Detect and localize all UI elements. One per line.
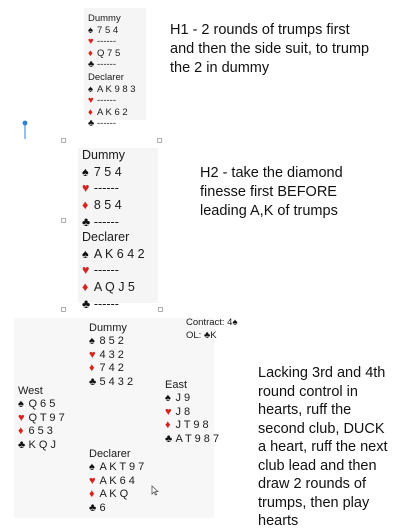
spades-holding: A K 6 4 2	[93, 246, 145, 261]
hearts-holding: A K 6 4	[99, 474, 135, 487]
heart-icon: ♥	[89, 348, 96, 361]
h3-east-hand	[165, 379, 219, 446]
hearts-holding: ------	[93, 181, 119, 196]
club-icon: ♣	[88, 59, 95, 71]
h1-note: H1 - 2 rounds of trumps first and then the side suit, to trump the 2 in dummy	[170, 22, 370, 76]
mouse-cursor-icon	[151, 483, 159, 494]
h3-west-hand	[18, 385, 65, 452]
hand-title: Declarer	[82, 230, 130, 244]
spades-holding: A K 9 8 3	[97, 83, 136, 95]
hand-title: East	[165, 379, 188, 391]
club-icon: ♣	[89, 501, 97, 514]
h3-declarer-hand	[89, 448, 144, 515]
selection-handle[interactable]	[61, 138, 66, 143]
club-icon: ♣	[89, 375, 97, 388]
spades-holding: 7 5 4	[97, 24, 119, 36]
heart-icon: ♥	[82, 181, 90, 196]
h1-declarer-hand	[88, 72, 136, 130]
clubs-holding: ------	[97, 118, 116, 130]
heart-icon: ♥	[82, 263, 90, 278]
heart-icon: ♥	[89, 474, 96, 487]
heart-icon: ♥	[88, 95, 94, 107]
h2-declarer-hand	[82, 229, 145, 312]
diamonds-holding: 6 5 3	[28, 425, 53, 438]
spade-icon: ♠	[88, 24, 94, 36]
spade-icon: ♠	[18, 398, 24, 411]
clubs-holding: 5 4 3 2	[99, 375, 134, 388]
diamond-icon: ♦	[88, 106, 93, 118]
heart-icon: ♥	[18, 411, 25, 424]
club-icon: ♣	[165, 432, 173, 445]
hearts-holding: Q T 9 7	[28, 411, 65, 424]
diamonds-holding: 7 4 2	[99, 362, 124, 375]
diamond-icon: ♦	[82, 279, 89, 294]
spades-holding: 7 5 4	[93, 164, 122, 179]
heart-icon: ♥	[88, 36, 94, 48]
spade-icon: ♠	[88, 83, 94, 95]
club-icon: ♣	[82, 296, 91, 311]
hand-title: Dummy	[88, 13, 121, 24]
h3-dummy-hand	[89, 322, 133, 389]
hand-title: Dummy	[89, 322, 127, 334]
contract-info	[186, 317, 238, 343]
opening-lead-label: OL:	[186, 329, 204, 341]
diamond-icon: ♦	[89, 488, 95, 501]
h1-dummy-hand	[88, 13, 121, 71]
hand-title: West	[18, 385, 43, 397]
club-icon: ♣	[18, 438, 26, 451]
diamonds-holding: A K Q	[99, 488, 129, 501]
hand-title: Dummy	[82, 148, 126, 162]
clubs-holding: ------	[97, 59, 116, 71]
spade-icon: ♠	[232, 317, 238, 328]
spade-icon: ♠	[82, 246, 89, 261]
diamond-icon: ♦	[88, 47, 93, 59]
spades-holding: J 9	[175, 392, 191, 405]
spade-icon: ♠	[89, 335, 95, 348]
h3-note: Lacking 3rd and 4th round control in hearts, ruff the second club, DUCK a heart, ruff the next club lead and then draw 2 rounds of trumps, then play hearts	[258, 365, 388, 530]
diamonds-holding: A Q J 5	[93, 279, 135, 294]
hearts-holding: ------	[97, 36, 116, 48]
club-icon: ♣	[203, 329, 211, 341]
clubs-holding: K Q J	[28, 438, 56, 451]
clubs-holding: A T 9 8 7	[175, 432, 220, 445]
hand-title: Declarer	[88, 72, 124, 83]
diamond-icon: ♦	[89, 362, 95, 375]
diamonds-holding: A K 6 2	[97, 106, 128, 118]
contract-label: Contract: 4	[186, 317, 233, 328]
diamonds-holding: J T 9 8	[175, 419, 209, 432]
diamond-icon: ♦	[18, 425, 24, 438]
selection-handle[interactable]	[158, 307, 163, 312]
hearts-holding: J 8	[175, 405, 191, 418]
diamond-icon: ♦	[82, 197, 89, 212]
clubs-holding: ------	[93, 214, 119, 229]
insertion-marker-icon	[22, 120, 28, 140]
spades-holding: 8 5 2	[99, 335, 124, 348]
h2-note: H2 - take the diamond finesse first BEFORE leading A,K of trumps	[200, 165, 343, 219]
opening-lead-card: K	[210, 329, 217, 341]
spade-icon: ♠	[82, 164, 89, 179]
heart-icon: ♥	[165, 405, 172, 418]
clubs-holding: ------	[93, 296, 119, 311]
club-icon: ♣	[88, 118, 95, 130]
club-icon: ♣	[82, 214, 91, 229]
spades-holding: Q 6 5	[28, 398, 56, 411]
spade-icon: ♠	[165, 392, 171, 405]
spades-holding: A K T 9 7	[99, 461, 145, 474]
hearts-holding: 4 3 2	[99, 348, 124, 361]
h2-dummy-hand	[82, 147, 125, 230]
diamonds-holding: Q 7 5	[97, 47, 121, 59]
hearts-holding: ------	[93, 263, 119, 278]
selection-handle[interactable]	[61, 218, 66, 223]
clubs-holding: 6	[99, 501, 106, 514]
hearts-holding: ------	[97, 95, 116, 107]
spade-icon: ♠	[89, 461, 95, 474]
selection-handle[interactable]	[157, 138, 162, 143]
hand-title: Declarer	[89, 448, 131, 460]
selection-handle[interactable]	[61, 307, 66, 312]
diamond-icon: ♦	[165, 419, 171, 432]
diamonds-holding: 8 5 4	[93, 197, 122, 212]
